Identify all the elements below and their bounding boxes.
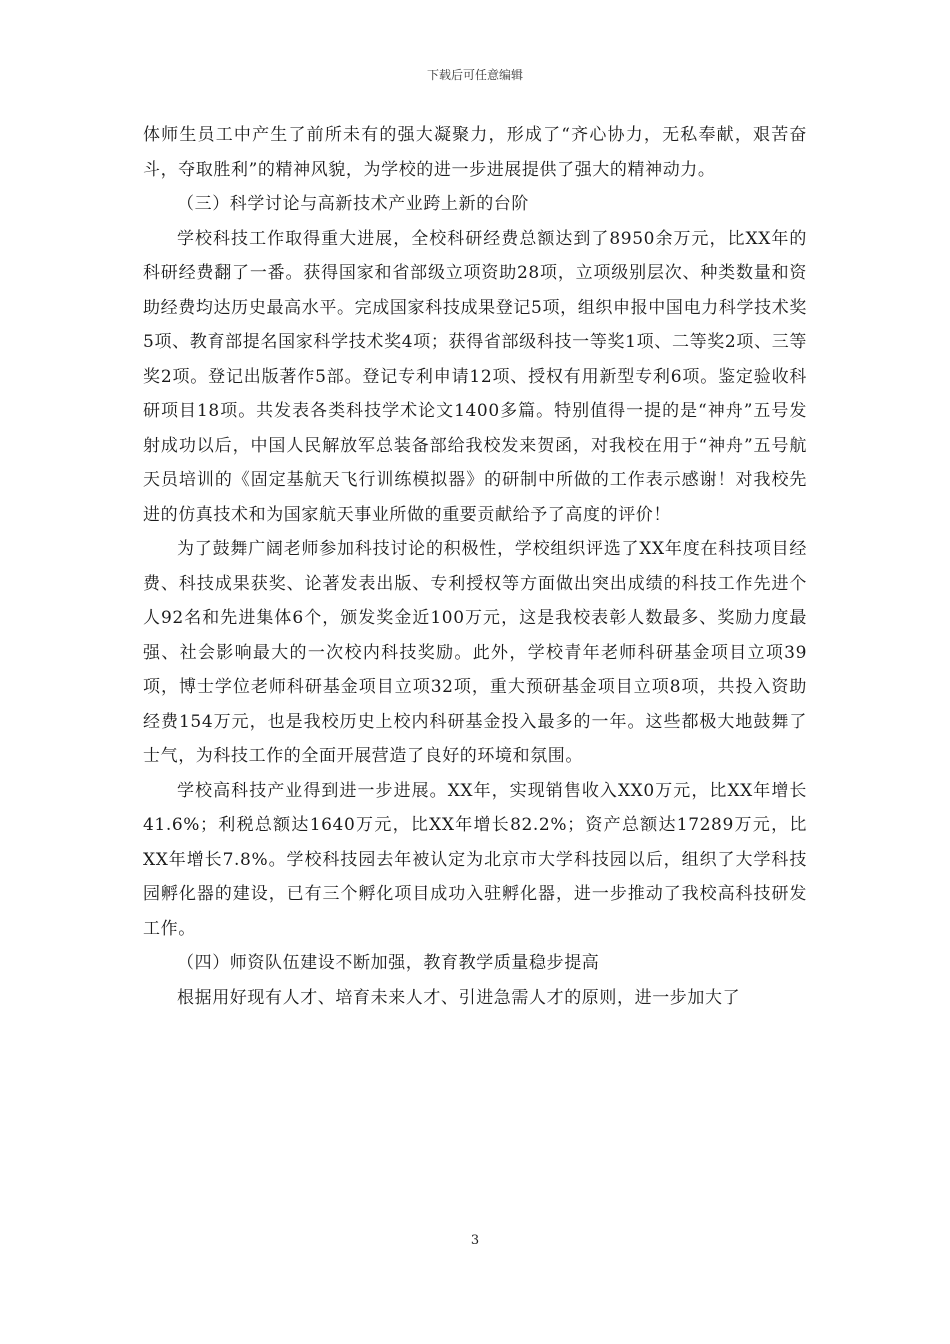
document-body	[143, 118, 807, 1015]
paragraph-research-progress: 学校科技工作取得重大进展，全校科研经费总额达到了8950余万元，比XX年的科研经费翻了一番。获得国家和省部级立项资助28项，立项级别层次、种类数量和资助经费均达历史最高水平。完成国家科技成果登记5项，组织申报中国电力科学技术奖5项、教育部提名国家科学技术奖4项；获得省部级科技一等奖1项、二等奖2项、三等奖2项。登记出版著作5部。登记专利申请12项、授权有用新型专利6项。鉴定验收科研项目18项。共发表各类科技学术论文1400多篇。特别值得一提的是“神舟”五号发射成功以后，中国人民解放军总装备部给我校发来贺函，对我校在用于“神舟”五号航天员培训的《固定基航天飞行训练模拟器》的研制中所做的工作表示感谢！对我校先进的仿真技术和为国家航天事业所做的重要贡献给予了高度的评价！	[143, 228, 807, 525]
paragraph-faculty: 根据用好现有人才、培育未来人才、引进急需人才的原则，进一步加大了	[177, 987, 741, 1008]
section-heading-3: （三）科学讨论与高新技术产业跨上新的台阶	[177, 194, 529, 214]
page-header-note: 下载后可任意编辑	[426, 68, 523, 82]
paragraph-tech-industry: 学校高科技产业得到进一步进展。XX年，实现销售收入XX0万元，比XX年增长41.6%；利税总额达1640万元，比XX年增长82.2%；资产总额达17289万元，比XX年增长7.8%。学校科技园去年被认定为北京市大学科技园以后，组织了大学科技园孵化器的建设，已有三个孵化项目成功入驻孵化器，进一步推动了我校高科技研发工作。	[143, 780, 807, 939]
section-heading-4: （四）师资队伍建设不断加强，教育教学质量稳步提高	[177, 953, 600, 973]
page-number: 3	[470, 1233, 480, 1248]
paragraph-research-awards: 为了鼓舞广阔老师参加科技讨论的积极性，学校组织评选了XX年度在科技项目经费、科技成果获奖、论著发表出版、专利授权等方面做出突出成绩的科技工作先进个人92名和先进集体6个，颁发奖金近100万元，这是我校表彰人数最多、奖励力度最强、社会影响最大的一次校内科技奖励。此外，学校青年老师科研基金项目立项39项，博士学位老师科研基金项目立项32项，重大预研基金项目立项8项，共投入资助经费154万元，也是我校历史上校内科研基金投入最多的一年。这些都极大地鼓舞了士气，为科技工作的全面开展营造了良好的环境和氛围。	[143, 539, 807, 766]
paragraph-continuation: 体师生员工中产生了前所未有的强大凝聚力，形成了“齐心协力，无私奉献，艰苦奋斗，夺取胜利”的精神风貌，为学校的进一步进展提供了强大的精神动力。	[143, 125, 807, 180]
